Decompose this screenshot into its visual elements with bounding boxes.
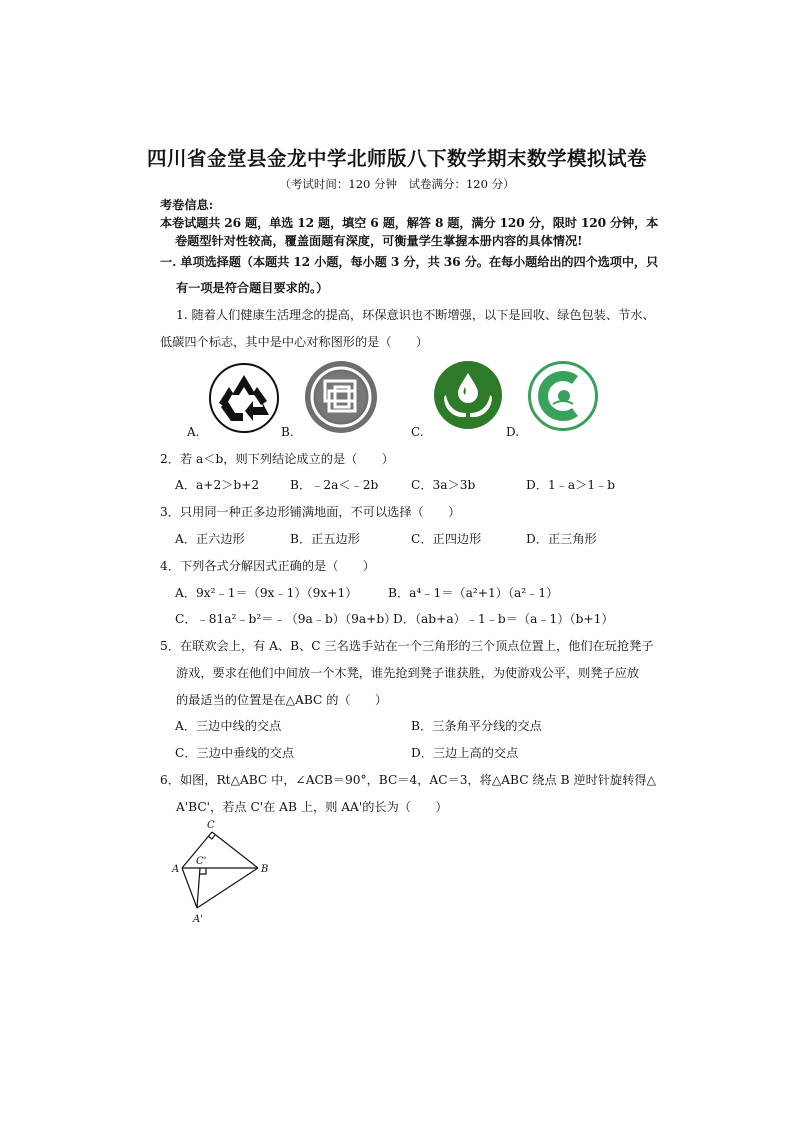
section1-line-1: 一. 单项选择题（本题共 12 小题，每小题 3 分，共 36 分。在每小题给出的四个选项中，只: [160, 255, 659, 269]
q3-option-c: C．正四边形: [411, 532, 482, 546]
recycle-logo: [209, 363, 279, 433]
q2-option-d: D．1﹣a＞1﹣b: [526, 478, 616, 492]
q2-stem: 2．若 a＜b，则下列结论成立的是（ ）: [160, 452, 394, 466]
q3-option-a: A．正六边形: [175, 532, 245, 546]
q4-option-c: C．﹣81a²﹣b²＝﹣（9a﹣b）（9a+b）: [175, 612, 397, 626]
green-packaging-logo: [305, 361, 377, 433]
q1-label-c: C.: [411, 425, 424, 439]
q1-label-b: B.: [281, 425, 294, 439]
q4-option-d: D．（ab+a）﹣1﹣b＝（a﹣1）（b+1）: [393, 612, 614, 626]
exam-title: 四川省金堂县金龙中学北师版八下数学期末数学模拟试卷: [146, 147, 647, 170]
q1-label-a: A.: [187, 425, 200, 439]
q4-option-b: B．a⁴﹣1＝（a²+1）（a²﹣1）: [388, 586, 559, 600]
right-angle-mark: [200, 868, 206, 874]
water-drop-hands-icon: [434, 361, 502, 429]
q1-stem-line-2: 低碳四个标志，其中是中心对称图形的是（ ）: [160, 335, 429, 349]
q2-option-b: B．﹣2a＜﹣2b: [290, 478, 379, 492]
recycle-icon: [211, 365, 277, 431]
q5-stem-line-2: 游戏，要求在他们中间放一个木凳，谁先抢到凳子谁获胜，为使游戏公平，则凳子应放: [176, 666, 640, 680]
q5-option-c: C．三边中垂线的交点: [175, 746, 295, 760]
q2-option-a: A．a+2＞b+2: [175, 478, 260, 492]
q4-stem: 4．下列各式分解因式正确的是（ ）: [160, 559, 375, 573]
info-line-1: 本卷试题共 26 题，单选 12 题，填空 6 题，解答 8 题，满分 120 分，限时 120 分钟，本: [160, 216, 659, 230]
low-carbon-logo: [528, 361, 598, 431]
edge-a-prime-c-prime: [197, 868, 200, 908]
exam-subtitle: （考试时间：120 分钟 试卷满分：120 分）: [279, 177, 515, 191]
edge-aa-prime: [182, 868, 197, 908]
packaging-icon: [305, 361, 377, 433]
q5-option-a: A．三边中线的交点: [175, 719, 282, 733]
info-heading: 考卷信息:: [160, 198, 214, 212]
q3-stem: 3．只用同一种正多边形铺满地面，不可以选择（ ）: [160, 505, 461, 519]
label-b: B: [261, 864, 269, 875]
label-c-prime: C': [196, 856, 207, 867]
q3-option-b: B．正五边形: [290, 532, 360, 546]
q6-stem-line-1: 6．如图，Rt△ABC 中，∠ACB＝90°，BC＝4，AC＝3，将△ABC 绕点 B 逆时针旋转得△: [160, 773, 656, 787]
section1-line-2: 有一项是符合题目要求的。）: [176, 281, 329, 295]
label-a: A: [172, 864, 180, 875]
q5-option-b: B．三条角平分线的交点: [411, 719, 542, 733]
info-line-2: 卷题型针对性较高，覆盖面题有深度，可衡量学生掌握本册内容的具体情况!: [175, 234, 583, 248]
q6-stem-line-2: A'BC'，若点 C'在 AB 上，则 AA'的长为（ ）: [176, 800, 448, 814]
q3-option-d: D．正三角形: [526, 532, 597, 546]
label-c: C: [207, 820, 215, 831]
q2-option-c: C．3a＞3b: [411, 478, 476, 492]
edge-cb: [212, 832, 258, 868]
q1-label-d: D.: [506, 425, 520, 439]
water-saving-logo: [434, 361, 502, 429]
q5-stem-line-1: 5．在联欢会上，有 A、B、C 三名选手站在一个三角形的三个顶点位置上，他们在玩抢凳子: [160, 639, 654, 653]
q4-option-a: A．9x²﹣1＝（9x﹣1）（9x+1）: [175, 586, 358, 600]
q6-triangle-figure: [170, 818, 270, 928]
q5-option-d: D．三边上高的交点: [411, 746, 519, 760]
q1-stem-line-1: 1. 随着人们健康生活理念的提高，环保意识也不断增强，以下是回收、绿色包装、节水、: [176, 308, 655, 322]
q5-stem-line-3: 的最适当的位置是在△ABC 的（ ）: [176, 693, 388, 707]
label-a-prime: A': [193, 914, 203, 925]
low-carbon-icon: [531, 364, 595, 428]
